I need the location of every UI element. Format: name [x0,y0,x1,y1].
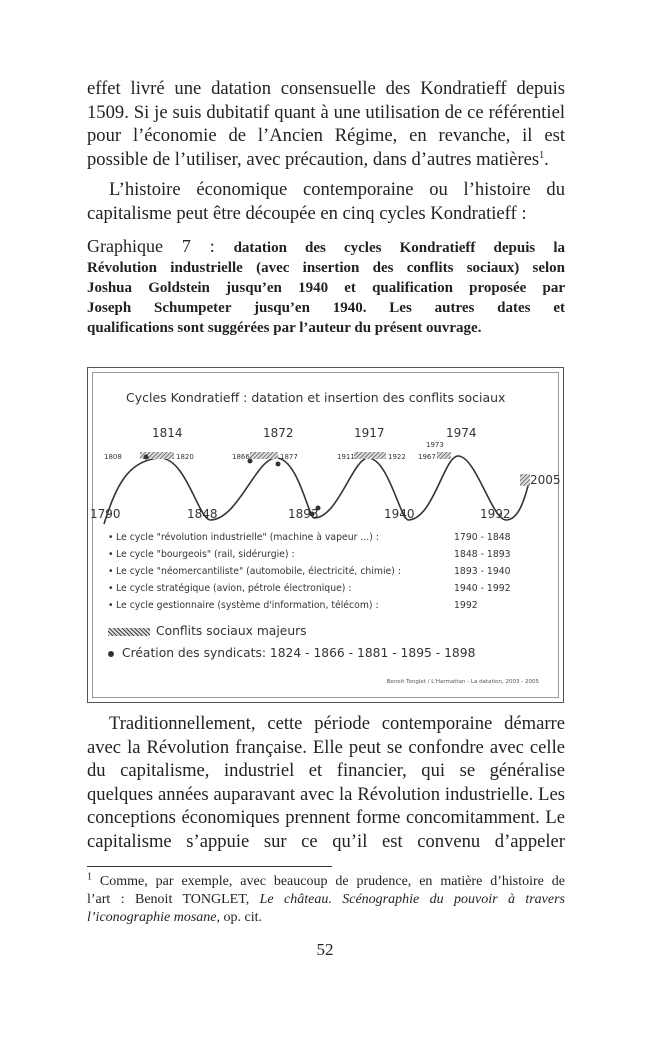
trough-label: 1992 [480,507,511,521]
trough-label: 1893 [288,507,319,521]
union-dot [144,455,149,460]
footnote-title: Le château. Scénographie du pouvoir à travers [259,892,566,907]
caption-line: Joseph Schumpeter jusqu’en 1940. Les autres dates et [87,300,565,316]
legend-period: 1790 - 1848 [454,532,511,543]
peak-label: 1974 [446,426,477,440]
conflict-year: 1911 [337,453,355,461]
footnote-ref[interactable]: 1 [539,149,545,161]
legend-period: 1940 - 1992 [454,583,511,594]
conflict-year: 1877 [280,453,298,461]
trough-label: 1790 [90,507,121,521]
text-line: capitalisme s’appuie sur ce qu’il est convenu d’appeler [87,830,565,852]
conflict-band-1911-1922 [354,452,386,459]
legend-row [108,549,538,563]
text-line: du capitalisme, industriel et financier, qui se généralise [87,760,565,781]
paragraph-intro [87,77,565,171]
trough-label: 1940 [384,507,415,521]
conflict-year: 1866 [232,453,250,461]
text-line: conceptions économiques prennent forme concomitamment. Le [87,807,565,828]
legend-period: 1893 - 1940 [454,566,511,577]
bullet: • [108,532,114,543]
text-line: Traditionnellement, cette période contemporaine démarre [109,713,565,734]
conflict-key-label: Conflits sociaux majeurs [156,624,307,638]
caption-lead: Graphique 7 : [87,236,234,256]
union-dot [276,462,281,467]
conflict-year: 1973 [426,441,444,449]
footnote-mark: 1 [87,871,92,883]
conflict-band-1967-1973 [437,452,451,459]
figure-title: Cycles Kondratieff : datation et insertion des conflits sociaux [126,390,506,405]
bullet: • [108,600,114,611]
footnote-line [87,909,565,927]
peak-label: 1872 [263,426,294,440]
footnote [87,873,565,927]
kondratieff-figure [87,367,564,703]
text-line: pour l’économie de l’Ancien Régime, en revanche, il est [87,125,565,146]
footnote-text: l’art : Benoit TONGLET, [87,892,260,907]
conflict-year: 1808 [104,453,122,461]
legend-text: Le cycle "révolution industrielle" (machine à vapeur ...) : [116,532,379,543]
union-key-label: Création des syndicats: 1824 - 1866 - 1881 - 1895 - 1898 [122,646,476,660]
trough-label: 1848 [187,507,218,521]
text-line: capitalisme peut être découpée en cinq cycles Kondratieff : [87,202,527,224]
text-line: L’histoire économique contemporaine ou l’histoire du [109,179,565,200]
peak-label: 1814 [152,426,183,440]
legend-period: 1848 - 1893 [454,549,511,560]
conflict-band-2005 [520,474,530,486]
bullet: • [108,549,114,560]
text-line: avec la Révolution française. Elle peut se confondre avec celle [87,736,565,758]
conflict-year: 1820 [176,453,194,461]
legend-row [108,600,538,614]
conflict-year: 1967 [418,453,436,461]
caption-line: Révolution industrielle (avec insertion des conflits sociaux) selon [87,260,565,276]
text-line: quelques années auparavant avec la Révolution industrielle. Les [87,783,565,805]
conflict-year: 1922 [388,453,406,461]
text-line: 1509. Si je suis dubitatif quant à une utilisation de ce référentiel [87,101,565,123]
union-dot-icon [108,651,114,657]
page-number: 52 [316,940,334,959]
figure-credit: Benoit Tonglet / L'Harmattan - La datation, 2003 - 2005 [386,679,539,685]
footnote-line [87,891,565,909]
legend-text: Le cycle stratégique (avion, pétrole électronique) : [116,583,352,594]
conflict-band-1866-1877 [250,452,278,459]
paragraph-cycles [87,178,565,225]
end-year-label: 2005 [530,473,561,487]
bullet: • [108,583,114,594]
legend-row [108,583,538,597]
caption-line: Joshua Goldstein jusqu’en 1940 et qualification proposée par [87,280,565,296]
peak-label: 1917 [354,426,385,440]
footnote-text: Comme, par exemple, avec beaucoup de prudence, en matière d’histoire de [92,874,565,889]
paragraph-traditional [87,712,565,853]
union-key [108,646,475,660]
caption-line [87,236,565,258]
hatch-swatch [108,628,150,636]
conflict-key [108,624,307,638]
footnote-line [87,873,565,891]
legend-row [108,566,538,580]
text-line: possible de l’utiliser, avec précaution, dans d’autres matières [87,148,540,170]
caption-text: datation des cycles Kondratieff depuis la [233,240,565,256]
period: . [544,148,549,170]
legend-period: 1992 [454,600,478,611]
legend-text: Le cycle "néomercantiliste" (automobile, électricité, chimie) : [116,566,401,577]
bullet: • [108,566,114,577]
cycle-wave-chart [88,416,565,526]
caption-line: qualifications sont suggérées par l’auteur du présent ouvrage. [87,320,482,336]
legend-row [108,532,538,546]
footnote-rule [87,866,332,867]
figure-caption [87,236,565,338]
footnote-text: , op. cit. [216,910,262,925]
legend-text: Le cycle "bourgeois" (rail, sidérurgie) : [116,549,295,560]
text-line-last [87,148,565,172]
text-line: effet livré une datation consensuelle des Kondratieff depuis [87,78,565,99]
footnote-title: l’iconographie mosane [87,910,217,925]
legend-text: Le cycle gestionnaire (système d'information, télécom) : [116,600,379,611]
